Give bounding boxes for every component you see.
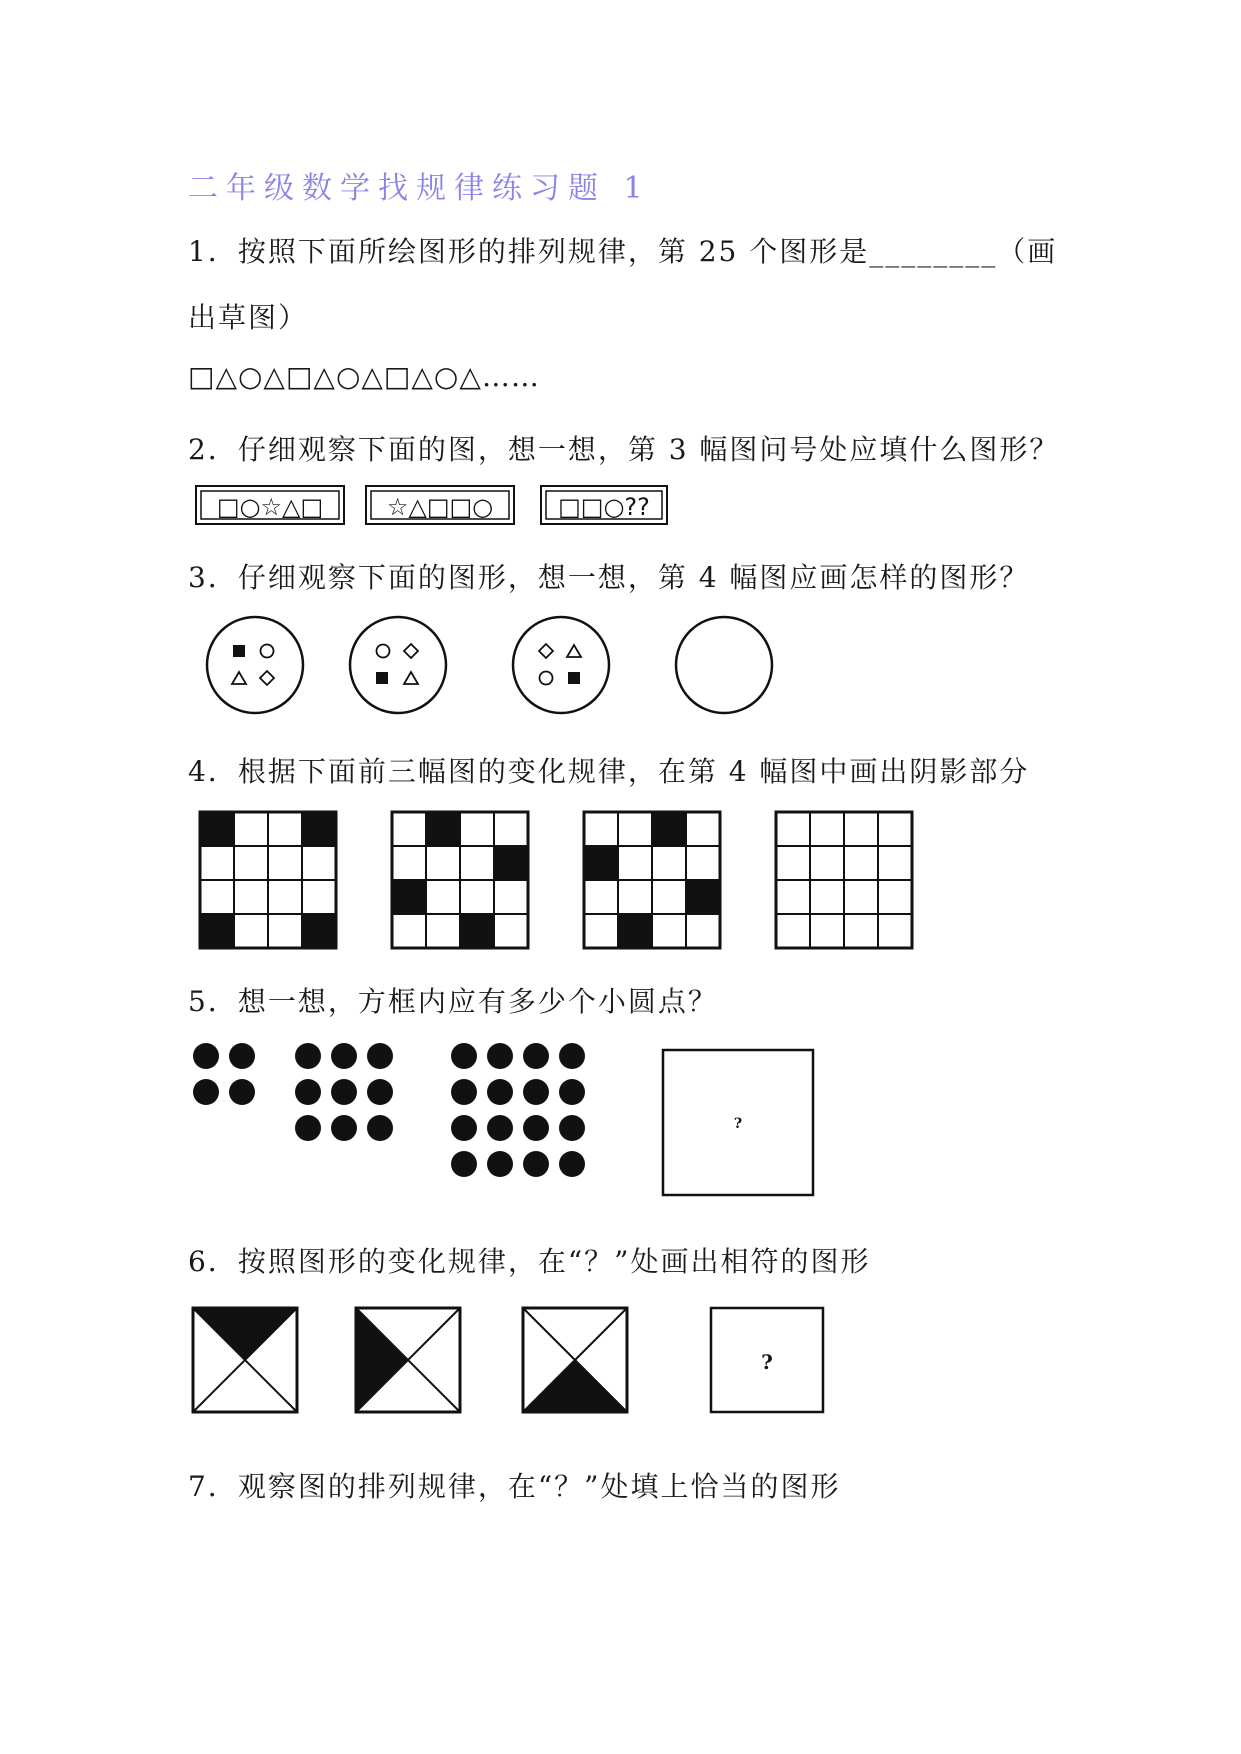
dot (523, 1115, 549, 1141)
question-5-text: 5．想一想，方框内应有多少个小圆点？ (188, 985, 718, 1018)
grid-cell-shaded (302, 914, 336, 948)
grid-cell-shaded (618, 914, 652, 948)
grid-cell (810, 812, 844, 846)
grid-cell (392, 846, 426, 880)
grid-cell (268, 880, 302, 914)
dot (331, 1043, 357, 1069)
grid-cell (776, 880, 810, 914)
dot (367, 1079, 393, 1105)
q5-answer-box (663, 1050, 813, 1195)
grid-cell (686, 846, 720, 880)
filled-square-icon (233, 645, 245, 657)
grid-cell-shaded (392, 880, 426, 914)
grid-cell (234, 914, 268, 948)
grid-cell (652, 880, 686, 914)
grid-cell (686, 812, 720, 846)
question-4-text: 4．根据下面前三幅图的变化规律，在第 4 幅图中画出阴影部分 (188, 755, 1030, 788)
grid-cell (652, 914, 686, 948)
shaded-triangle (523, 1360, 627, 1412)
grid-cell (776, 914, 810, 948)
dot (523, 1079, 549, 1105)
grid-cell (426, 880, 460, 914)
filled-square-icon (568, 672, 580, 684)
grid-cell (810, 914, 844, 948)
grid-cell (878, 812, 912, 846)
grid-cell (494, 880, 528, 914)
question-4-grids (200, 808, 920, 958)
dot (367, 1043, 393, 1069)
question-3-figures (200, 610, 800, 720)
dot (451, 1043, 477, 1069)
dot (523, 1151, 549, 1177)
grid-cell (234, 846, 268, 880)
grid-cell (584, 914, 618, 948)
grid-cell (618, 880, 652, 914)
filled-square-icon (376, 672, 388, 684)
dot (487, 1043, 513, 1069)
triangle-icon (567, 645, 581, 657)
grid-cell (392, 914, 426, 948)
question-5-dot-figures (190, 1040, 830, 1200)
triangle-icon (404, 672, 418, 684)
diamond-icon (260, 671, 274, 685)
q6-answer-box (711, 1308, 823, 1412)
dot (193, 1043, 219, 1069)
question-1-sequence: □△○△□△○△□△○△…… (188, 360, 540, 393)
question-1-line-2: 出草图） (188, 301, 309, 334)
grid-cell (494, 812, 528, 846)
q3-circle-2 (350, 617, 446, 713)
q6-figure-1 (193, 1308, 297, 1412)
q4-grid-2 (392, 812, 528, 948)
diamond-icon (404, 644, 418, 658)
question-7-text: 7．观察图的排列规律，在“？”处填上恰当的图形 (188, 1470, 841, 1503)
grid-cell (200, 846, 234, 880)
question-3-text: 3．仔细观察下面的图形，想一想，第 4 幅图应画怎样的图形？ (188, 561, 1030, 594)
q3-circle-1 (207, 617, 303, 713)
grid-cell-shaded (460, 914, 494, 948)
q4-grid-3 (584, 812, 720, 948)
grid-cell (268, 914, 302, 948)
q4-grid-4 (776, 812, 912, 948)
q6-figure-3 (523, 1308, 627, 1412)
q5-dot-figure-3 (451, 1043, 585, 1177)
grid-cell (268, 812, 302, 846)
grid-cell-shaded (426, 812, 460, 846)
q2-box-2 (366, 486, 514, 524)
q5-dot-figure-1 (193, 1043, 255, 1105)
circle-icon (377, 645, 390, 658)
q4-grid-1 (200, 812, 336, 948)
dot (331, 1079, 357, 1105)
dot (331, 1115, 357, 1141)
grid-cell (234, 880, 268, 914)
grid-cell (878, 846, 912, 880)
dot (559, 1151, 585, 1177)
q5-dot-figure-2 (295, 1043, 393, 1141)
grid-cell-shaded (584, 846, 618, 880)
dot (487, 1079, 513, 1105)
q3-circle-4-empty (676, 617, 772, 713)
q3-circle-3 (513, 617, 609, 713)
dot (229, 1043, 255, 1069)
grid-cell (584, 812, 618, 846)
q6-question-mark: ? (761, 1350, 773, 1374)
grid-cell-shaded (652, 812, 686, 846)
grid-cell (234, 812, 268, 846)
question-6-text: 6．按照图形的变化规律，在“？”处画出相符的图形 (188, 1245, 871, 1278)
q6-figure-2 (356, 1308, 460, 1412)
dot (487, 1115, 513, 1141)
dot (451, 1115, 477, 1141)
grid-cell (494, 914, 528, 948)
question-1-line-1: 1．按照下面所绘图形的排列规律，第 25 个图形是________（画 (188, 235, 1058, 268)
dot (451, 1079, 477, 1105)
grid-cell (686, 914, 720, 948)
dot (451, 1151, 477, 1177)
dot (559, 1115, 585, 1141)
dot (295, 1115, 321, 1141)
diamond-icon (539, 644, 553, 658)
grid-cell (392, 812, 426, 846)
circle-icon (540, 672, 553, 685)
grid-cell (844, 914, 878, 948)
grid-cell (426, 846, 460, 880)
q2-box-2-symbols: ☆△□□○ (386, 493, 494, 521)
dot (487, 1151, 513, 1177)
q2-box-1 (196, 486, 344, 524)
grid-cell-shaded (686, 880, 720, 914)
grid-cell (652, 846, 686, 880)
q2-box-1-symbols: □○☆△□ (216, 493, 324, 521)
grid-cell (460, 812, 494, 846)
grid-cell (844, 812, 878, 846)
circle-icon (261, 645, 274, 658)
grid-cell (618, 812, 652, 846)
dot (523, 1043, 549, 1069)
grid-cell-shaded (200, 914, 234, 948)
grid-cell (302, 880, 336, 914)
page-title: 二年级数学找规律练习题 1 (188, 171, 651, 206)
shaded-triangle (356, 1308, 408, 1412)
q5-question-mark: ? (733, 1116, 743, 1132)
grid-cell (878, 880, 912, 914)
dot (367, 1115, 393, 1141)
grid-cell-shaded (302, 812, 336, 846)
question-6-figures (193, 1300, 853, 1420)
grid-cell (618, 846, 652, 880)
grid-cell (810, 880, 844, 914)
dot (295, 1079, 321, 1105)
grid-cell (844, 880, 878, 914)
dot (559, 1079, 585, 1105)
shaded-triangle (193, 1308, 297, 1360)
grid-cell (810, 846, 844, 880)
dot (559, 1043, 585, 1069)
grid-cell (200, 880, 234, 914)
grid-cell (878, 914, 912, 948)
triangle-icon (232, 672, 246, 684)
grid-cell-shaded (200, 812, 234, 846)
grid-cell (460, 880, 494, 914)
grid-cell (426, 914, 460, 948)
q2-box-3-symbols: □□○?? (558, 493, 650, 521)
grid-cell (584, 880, 618, 914)
grid-cell (268, 846, 302, 880)
dot (193, 1079, 219, 1105)
grid-cell (776, 846, 810, 880)
grid-cell-shaded (494, 846, 528, 880)
dot (295, 1043, 321, 1069)
grid-cell (460, 846, 494, 880)
q2-box-3 (541, 486, 667, 524)
question-2-text: 2．仔细观察下面的图，想一想，第 3 幅图问号处应填什么图形？ (188, 433, 1060, 466)
question-2-boxes (195, 483, 875, 527)
dot (229, 1079, 255, 1105)
grid-cell (844, 846, 878, 880)
grid-cell (776, 812, 810, 846)
grid-cell (302, 846, 336, 880)
